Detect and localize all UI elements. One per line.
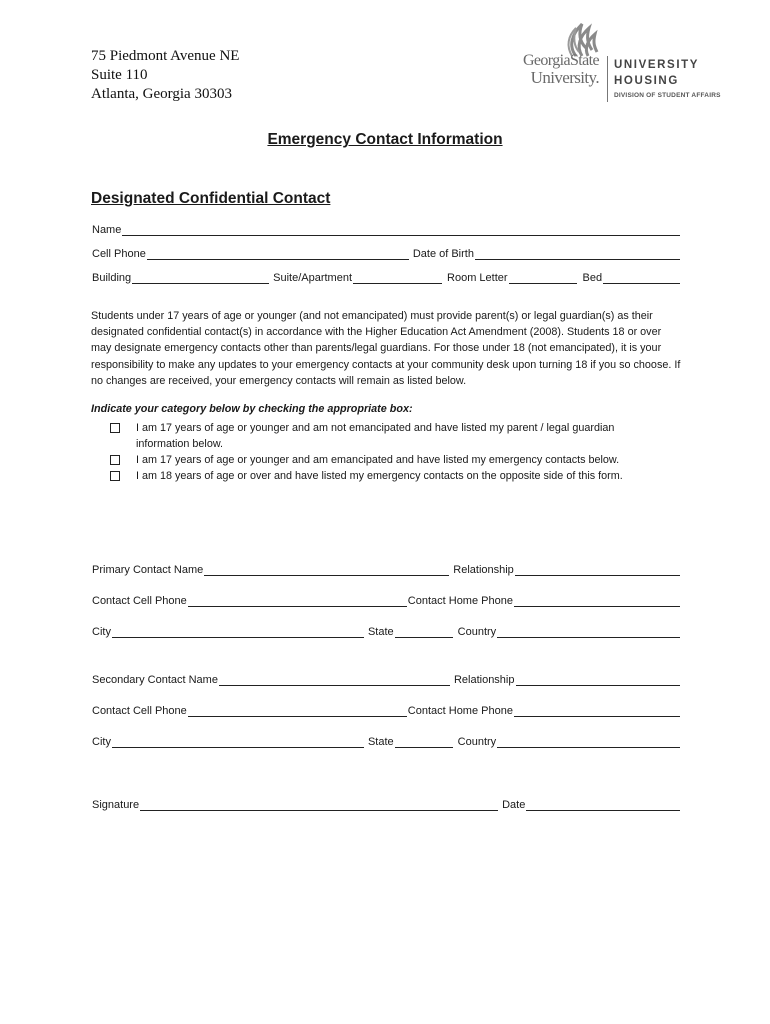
secondary-home-phone-field[interactable] [514, 704, 680, 717]
gsu-wordmark-line-2: University. [530, 68, 599, 87]
secondary-country-label: Country [457, 736, 497, 748]
option-2-text: I am 17 years of age or younger and am emancipated and have listed my emergency contacts below. [136, 454, 620, 466]
housing-row [91, 268, 680, 284]
secondary-state-field[interactable] [395, 735, 453, 748]
uh-line-1: UNIVERSITY [614, 59, 700, 71]
primary-name-row [91, 560, 680, 576]
secondary-relationship-field[interactable] [516, 673, 681, 686]
policy-text: Students under 17 years of age or younger (and not emancipated) must provide parent(s) or legal guardian(s) as their designated confidential contact(s) in accordance with the Higher Education Act Amendment (2008). Students 18 or over may designate emergency contacts other than parents/legal guardians. For those under 18 (not emancipated), it is your responsibility to make any updates to your emergency contacts at your community desk upon turning 18 if you so choose. If no changes are received, your emergency contacts will remain as listed below. [91, 310, 681, 387]
primary-phone-row [91, 591, 680, 607]
primary-relationship-label: Relationship [453, 564, 514, 576]
category-options [110, 420, 670, 484]
suite-field[interactable] [353, 271, 442, 284]
primary-contact-name-field[interactable] [204, 563, 449, 576]
primary-location-row [91, 622, 680, 638]
cell-phone-label: Cell Phone [92, 248, 146, 260]
secondary-phone-row [91, 701, 680, 717]
option-3-text: I am 18 years of age or over and have listed my emergency contacts on the opposite side of this form. [136, 470, 623, 482]
policy-paragraph [91, 308, 683, 389]
secondary-city-label: City [92, 736, 111, 748]
primary-country-field[interactable] [497, 625, 680, 638]
checkbox-option-1[interactable] [110, 423, 120, 433]
secondary-country-field[interactable] [497, 735, 680, 748]
primary-cell-phone-label: Contact Cell Phone [92, 595, 187, 607]
secondary-cell-phone-label: Contact Cell Phone [92, 705, 187, 717]
primary-state-label: State [367, 626, 394, 638]
primary-cell-phone-field[interactable] [188, 594, 407, 607]
page-title: Emergency Contact Information [267, 131, 503, 148]
name-field[interactable] [122, 223, 680, 236]
secondary-name-row [91, 670, 680, 686]
category-option-3 [110, 468, 670, 484]
gsu-wordmark-line-1: GeorgiaState [522, 52, 599, 69]
checkbox-option-3[interactable] [110, 471, 120, 481]
logo-divider [607, 56, 608, 102]
room-letter-label: Room Letter [447, 272, 508, 284]
dob-field[interactable] [475, 247, 680, 260]
primary-country-label: Country [457, 626, 497, 638]
primary-home-phone-label: Contact Home Phone [407, 595, 513, 607]
primary-state-field[interactable] [395, 625, 453, 638]
date-label: Date [502, 799, 526, 811]
name-row [91, 220, 680, 236]
primary-contact-name-label: Primary Contact Name [92, 564, 204, 576]
name-label: Name [92, 224, 122, 236]
primary-city-field[interactable] [112, 625, 364, 638]
building-field[interactable] [132, 271, 269, 284]
dob-label: Date of Birth [412, 248, 474, 260]
building-label: Building [92, 272, 132, 284]
section-title: Designated Confidential Contact [91, 190, 331, 207]
suite-label: Suite/Apartment [273, 272, 353, 284]
bed-field[interactable] [603, 271, 680, 284]
date-field[interactable] [526, 798, 680, 811]
primary-relationship-field[interactable] [515, 563, 680, 576]
uh-line-2: HOUSING [614, 75, 679, 87]
division-label: DIVISION OF STUDENT AFFAIRS [614, 92, 721, 99]
category-option-1 [110, 420, 670, 452]
secondary-city-field[interactable] [112, 735, 364, 748]
secondary-contact-name-field[interactable] [219, 673, 450, 686]
category-instruction: Indicate your category below by checking the appropriate box: [91, 403, 413, 415]
option-1-text: I am 17 years of age or younger and am not emancipated and have listed my parent / legal guardian information below. [136, 422, 615, 450]
gsu-wordmark [506, 52, 599, 86]
university-housing-wordmark [614, 57, 699, 89]
checkbox-option-2[interactable] [110, 455, 120, 465]
signature-field[interactable] [140, 798, 498, 811]
bed-label: Bed [582, 272, 603, 284]
secondary-relationship-label: Relationship [453, 674, 515, 686]
cell-dob-row [91, 244, 680, 260]
secondary-location-row [91, 732, 680, 748]
secondary-contact-name-label: Secondary Contact Name [92, 674, 218, 686]
secondary-state-label: State [367, 736, 394, 748]
address-line-1: 75 Piedmont Avenue NE [91, 48, 240, 64]
secondary-cell-phone-field[interactable] [188, 704, 407, 717]
room-letter-field[interactable] [509, 271, 577, 284]
signature-label: Signature [92, 799, 140, 811]
category-option-2 [110, 452, 670, 468]
secondary-home-phone-label: Contact Home Phone [407, 705, 513, 717]
signature-row [91, 795, 680, 811]
primary-home-phone-field[interactable] [514, 594, 680, 607]
cell-phone-field[interactable] [147, 247, 409, 260]
address-line-3: Atlanta, Georgia 30303 [91, 86, 232, 102]
mailing-address [91, 47, 239, 104]
gsu-housing-logo [506, 16, 736, 106]
address-line-2: Suite 110 [91, 67, 148, 83]
primary-city-label: City [92, 626, 111, 638]
